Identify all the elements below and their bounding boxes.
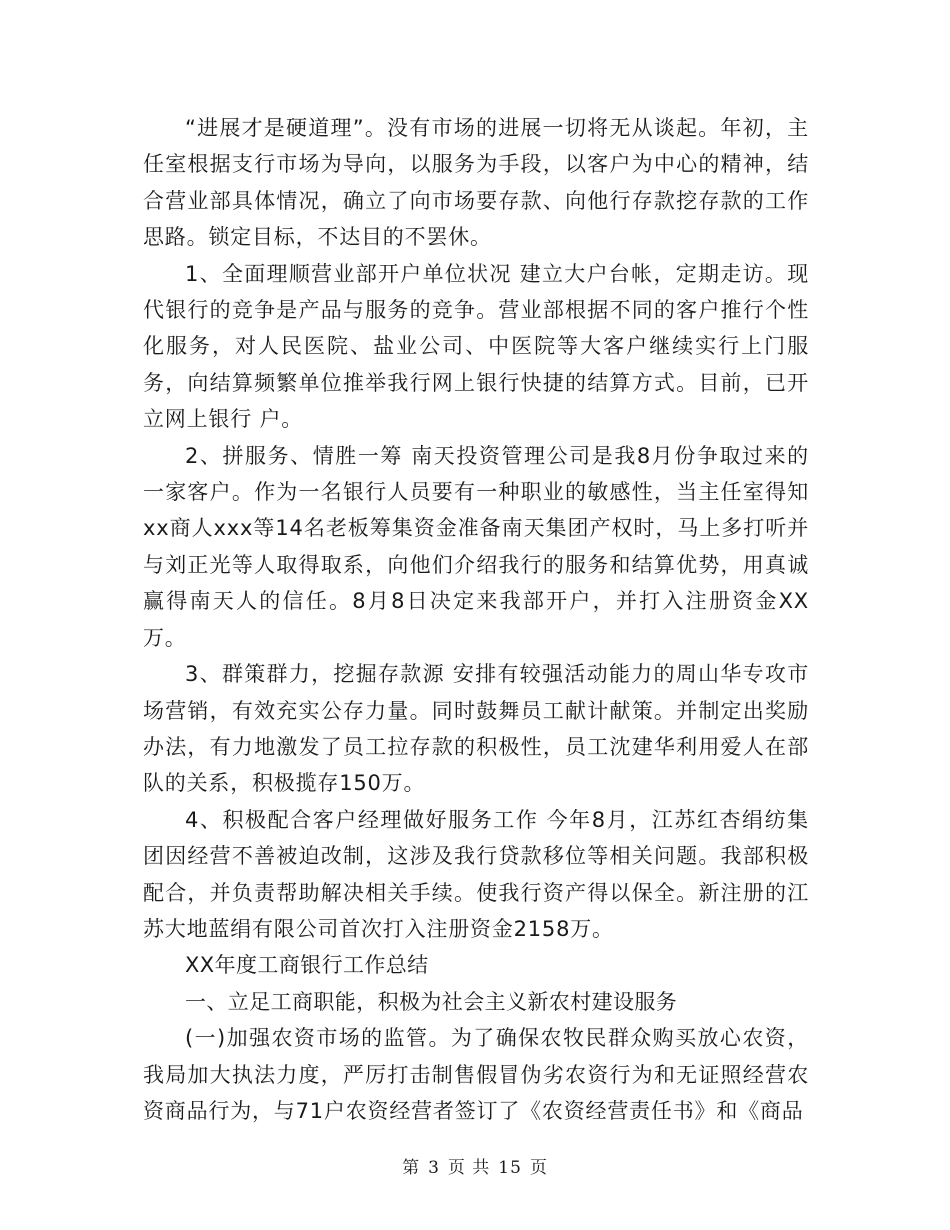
footer-middle: 页 共: [447, 1158, 491, 1178]
paragraph-subsection-1: (一)加强农资市场的监管。为了确保农牧民群众购买放心农资，我局加大执法力度，严厉打击制售假冒伪劣农资行为和无证照经营农资商品行为，与71户农资经营者签订了《农资经营责任书》和《商品: [143, 1026, 809, 1123]
footer-prefix: 第: [402, 1158, 421, 1178]
section-heading-1: 一、立足工商职能，积极为社会主义新农村建设服务: [185, 989, 678, 1014]
page-footer: [0, 1153, 950, 1178]
footer-current-page: 3: [428, 1158, 440, 1178]
footer-suffix: 页: [529, 1158, 548, 1178]
paragraph-item-3: 3、群策群力，挖掘存款源 安排有较强活动能力的周山华专攻市场营销，有效充实公存力量。同时鼓舞员工献计献策。并制定出奖励办法，有力地激发了员工拉存款的积极性，员工沈建华利用爱人在部队的关系，积极揽存150万。: [143, 662, 809, 796]
section-title: XX年度工商银行工作总结: [185, 953, 429, 978]
paragraph-intro: “进展才是硬道理”。没有市场的进展一切将无从谈起。年初，主任室根据支行市场为导向，以服务为手段，以客户为中心的精神，结合营业部具体情况，确立了向市场要存款、向他行存款挖存款的工作思路。锁定目标，不达目的不罢休。: [143, 116, 809, 250]
paragraph-item-1: 1、全面理顺营业部开户单位状况 建立大户台帐，定期走访。现代银行的竞争是产品与服务的竞争。营业部根据不同的客户推行个性化服务，对人民医院、盐业公司、中医院等大客户继续实行上门服务，向结算频繁单位推举我行网上银行快捷的结算方式。目前，已开立网上银行 户。: [143, 261, 809, 432]
paragraph-item-4: 4、积极配合客户经理做好服务工作 今年8月，江苏红杏绢纺集团因经营不善被迫改制，这涉及我行贷款移位等相关问题。我部积极配合，并负责帮助解决相关手续。使我行资产得以保全。新注册的江苏大地蓝绢有限公司首次打入注册资金2158万。: [143, 807, 809, 941]
document-body: [143, 110, 809, 1129]
footer-total-pages: 15: [498, 1158, 522, 1178]
paragraph-item-2: 2、拼服务、情胜一筹 南天投资管理公司是我8月份争取过来的一家客户。作为一名银行人员要有一种职业的敏感性，当主任室得知xx商人xxx等14名老板筹集资金准备南天集团产权时，马上多打听并与刘正光等人取得取系，向他们介绍我行的服务和结算优势，用真诚赢得南天人的信任。8月8日决定来我部开户，并打入注册资金XX万。: [143, 443, 809, 650]
